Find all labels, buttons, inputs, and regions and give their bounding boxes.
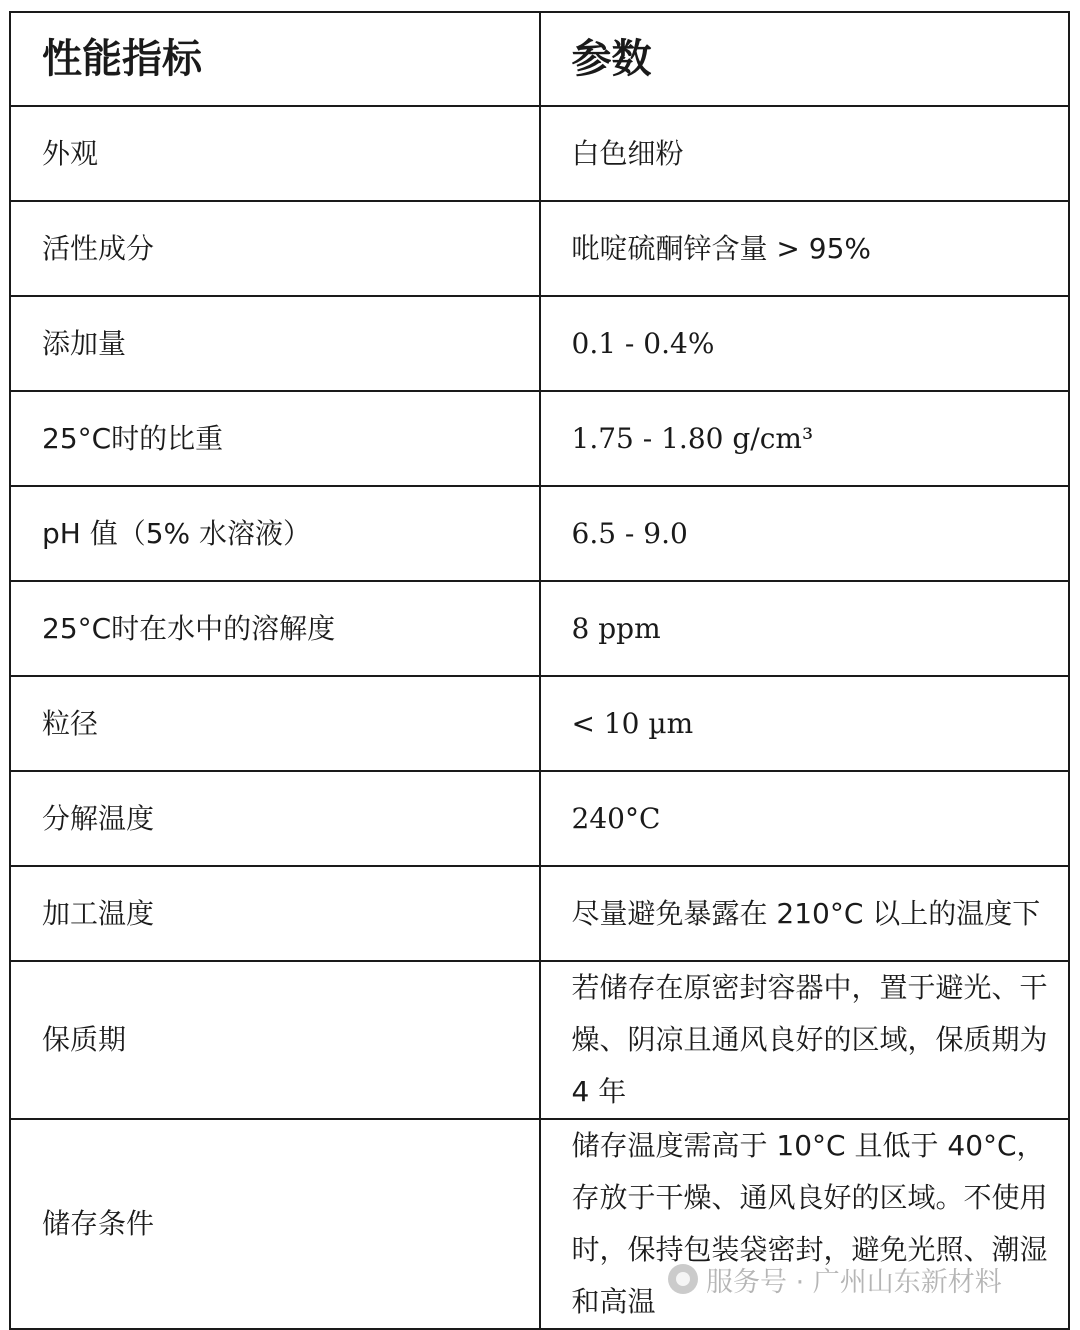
row-value-text: 240°C [571,801,661,835]
row-value [540,771,1070,866]
table-row [10,771,1069,866]
row-value [540,676,1070,771]
header-col-parameter: 参数 [540,12,1070,106]
row-label: 加工温度 [10,866,540,961]
row-label: 储存条件 [10,1119,540,1329]
table-row [10,676,1069,771]
row-value-text: 吡啶硫酮锌含量 > 95% [571,231,871,265]
row-value-text: 1.75 - 1.80 g/cm³ [571,421,814,455]
table-row [10,486,1069,581]
table-row [10,581,1069,676]
row-value-text: 8 ppm [571,611,661,645]
row-value [540,391,1070,486]
row-label: 分解温度 [10,771,540,866]
row-value-text: 储存温度需高于 10°C 且低于 40°C，存放于干燥、通风良好的区域。不使用时，保持包装袋密封，避免光照、潮湿和高温 [571,1129,1048,1318]
row-value [540,486,1070,581]
row-value [540,296,1070,391]
table-row [10,391,1069,486]
table-row [10,961,1069,1119]
row-value-text: 尽量避免暴露在 210°C 以上的温度下 [571,896,1041,930]
row-label: 粒径 [10,676,540,771]
row-label: 外观 [10,106,540,201]
table-header-row [10,12,1069,106]
row-label: 添加量 [10,296,540,391]
row-value-text: 若储存在原密封容器中，置于避光、干燥、阴凉且通风良好的区域，保质期为 4 年 [571,971,1048,1108]
row-value-text: 白色细粉 [571,136,684,170]
row-value [540,106,1070,201]
row-value [540,961,1070,1119]
table-row [10,866,1069,961]
row-label: 保质期 [10,961,540,1119]
header-col-property: 性能指标 [10,12,540,106]
table-row [10,106,1069,201]
row-label: 25°C时在水中的溶解度 [10,581,540,676]
row-value [540,581,1070,676]
spec-table [9,11,1070,1330]
table-row [10,201,1069,296]
row-label: pH 值（5% 水溶液） [10,486,540,581]
watermark-text: 服务号 · 广州山东新材料 [706,1266,1002,1298]
row-value-text: < 10 µm [571,706,694,740]
table-row [10,296,1069,391]
row-value [540,866,1070,961]
row-value [540,1119,1070,1329]
row-value [540,201,1070,296]
row-label: 25°C时的比重 [10,391,540,486]
row-value-text: 6.5 - 9.0 [571,516,688,550]
row-label: 活性成分 [10,201,540,296]
row-value-text: 0.1 - 0.4% [571,326,715,360]
table-row [10,1119,1069,1329]
